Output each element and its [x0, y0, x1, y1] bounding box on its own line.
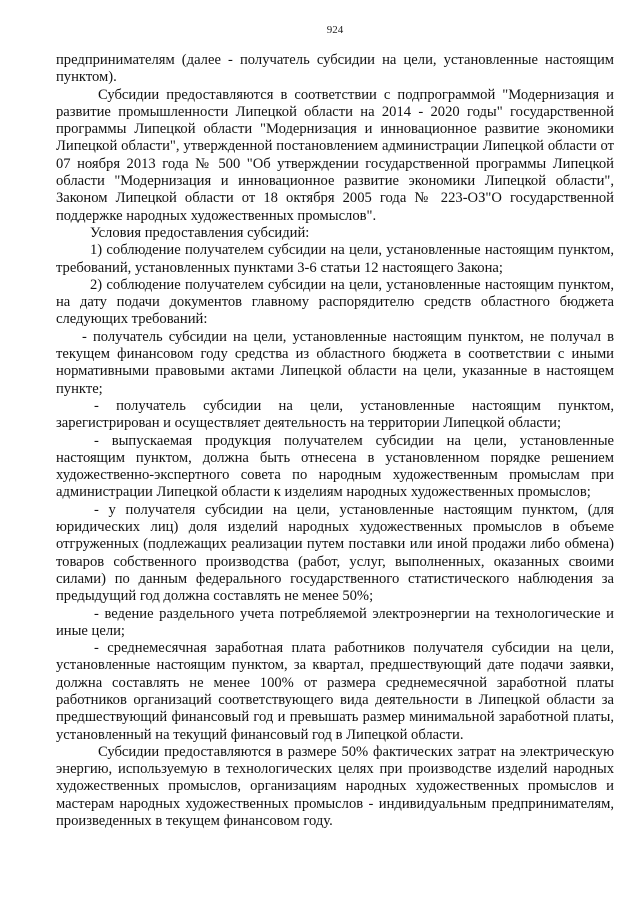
- paragraph-condition-2: 2) соблюдение получателем субсидии на цели, установленные настоящим пунктом, на дату подачи документов главному распорядителю средств областного бюджета следующих требований:: [56, 276, 614, 328]
- paragraph-requirement-registration: - получатель субсидии на цели, установленные настоящим пунктом, зарегистрирован и осуществляет деятельность на территории Липецкой области;: [56, 397, 614, 432]
- paragraph-requirement-salary: - среднемесячная заработная плата работников получателя субсидии на цели, установленные настоящим пунктом, за квартал, предшествующий дате подачи заявки, должна составлять не менее 100% от размера среднемесячной заработной платы работников организаций соответствующего вида деятельности в Липецкой области за предшествующий финансовый год и превышать размер минимальной заработной платы, установленный на текущий финансовый год в Липецкой области.: [56, 640, 614, 743]
- document-body: [56, 52, 614, 830]
- paragraph-requirement-electricity-accounting: - ведение раздельного учета потребляемой электроэнергии на технологические и иные цели;: [56, 605, 614, 639]
- paragraph-conditions-heading: Условия предоставления субсидий:: [90, 224, 310, 241]
- paragraph-requirement-share: - у получателя субсидии на цели, установленные настоящим пунктом, (для юридических лиц) доля изделий народных художественных промыслов в объеме отгруженных (подлежащих реализации путем поставки или иной продажи либо обмена) товаров собственного производства (работ, услуг, выполненных, оказанных своими силами) по данным федерального государственного статистического наблюдения за предыдущий год должна составлять не менее 50%;: [56, 501, 614, 605]
- paragraph-subsidy-amount: Субсидии предоставляются в размере 50% фактических затрат на электрическую энергию, используемую в технологических целях при производстве изделий народных художественных промыслов, организациям народных художественных промыслов и мастерам народных художественных промыслов - индивидуальным предпринимателям, произведенных в текущем финансовом году.: [56, 743, 614, 830]
- paragraph-requirement-no-other-funds: - получатель субсидии на цели, установленные настоящим пунктом, не получал в текущем финансовом году средства из областного бюджета в соответствии с иными нормативными правовыми актами Липецкой области на цели, указанные в настоящем пункте;: [56, 328, 614, 397]
- paragraph-subsidy-basis: Субсидии предоставляются в соответствии с подпрограммой "Модернизация и развитие промышленности Липецкой области на 2014 - 2020 годы" государственной программы Липецкой области "Модернизация и инновационное развитие экономики Липецкой области", утвержденной постановлением администрации Липецкой области от 07 ноября 2013 года № 500 "Об утверждении государственной программы Липецкой области "Модернизация и инновационное развитие экономики Липецкой области", Законом Липецкой области от 18 октября 2005 года № 223-ОЗ"О государственной поддержке народных художественных промыслов".: [56, 86, 614, 224]
- paragraph-continuation: предпринимателям (далее - получатель субсидии на цели, установленные настоящим пунктом).: [56, 52, 614, 86]
- paragraph-condition-1: 1) соблюдение получателем субсидии на цели, установленные настоящим пунктом, требований, установленных пунктами 3-6 статьи 12 настоящего Закона;: [56, 242, 614, 276]
- page-number: 924: [326, 24, 344, 36]
- paragraph-requirement-products: - выпускаемая продукция получателем субсидии на цели, установленные настоящим пунктом, должна быть отнесена в установленном порядке решением художественно-экспертного совета по народным художественным промыслам при администрации Липецкой области к изделиям народных художественных промыслов;: [56, 432, 614, 501]
